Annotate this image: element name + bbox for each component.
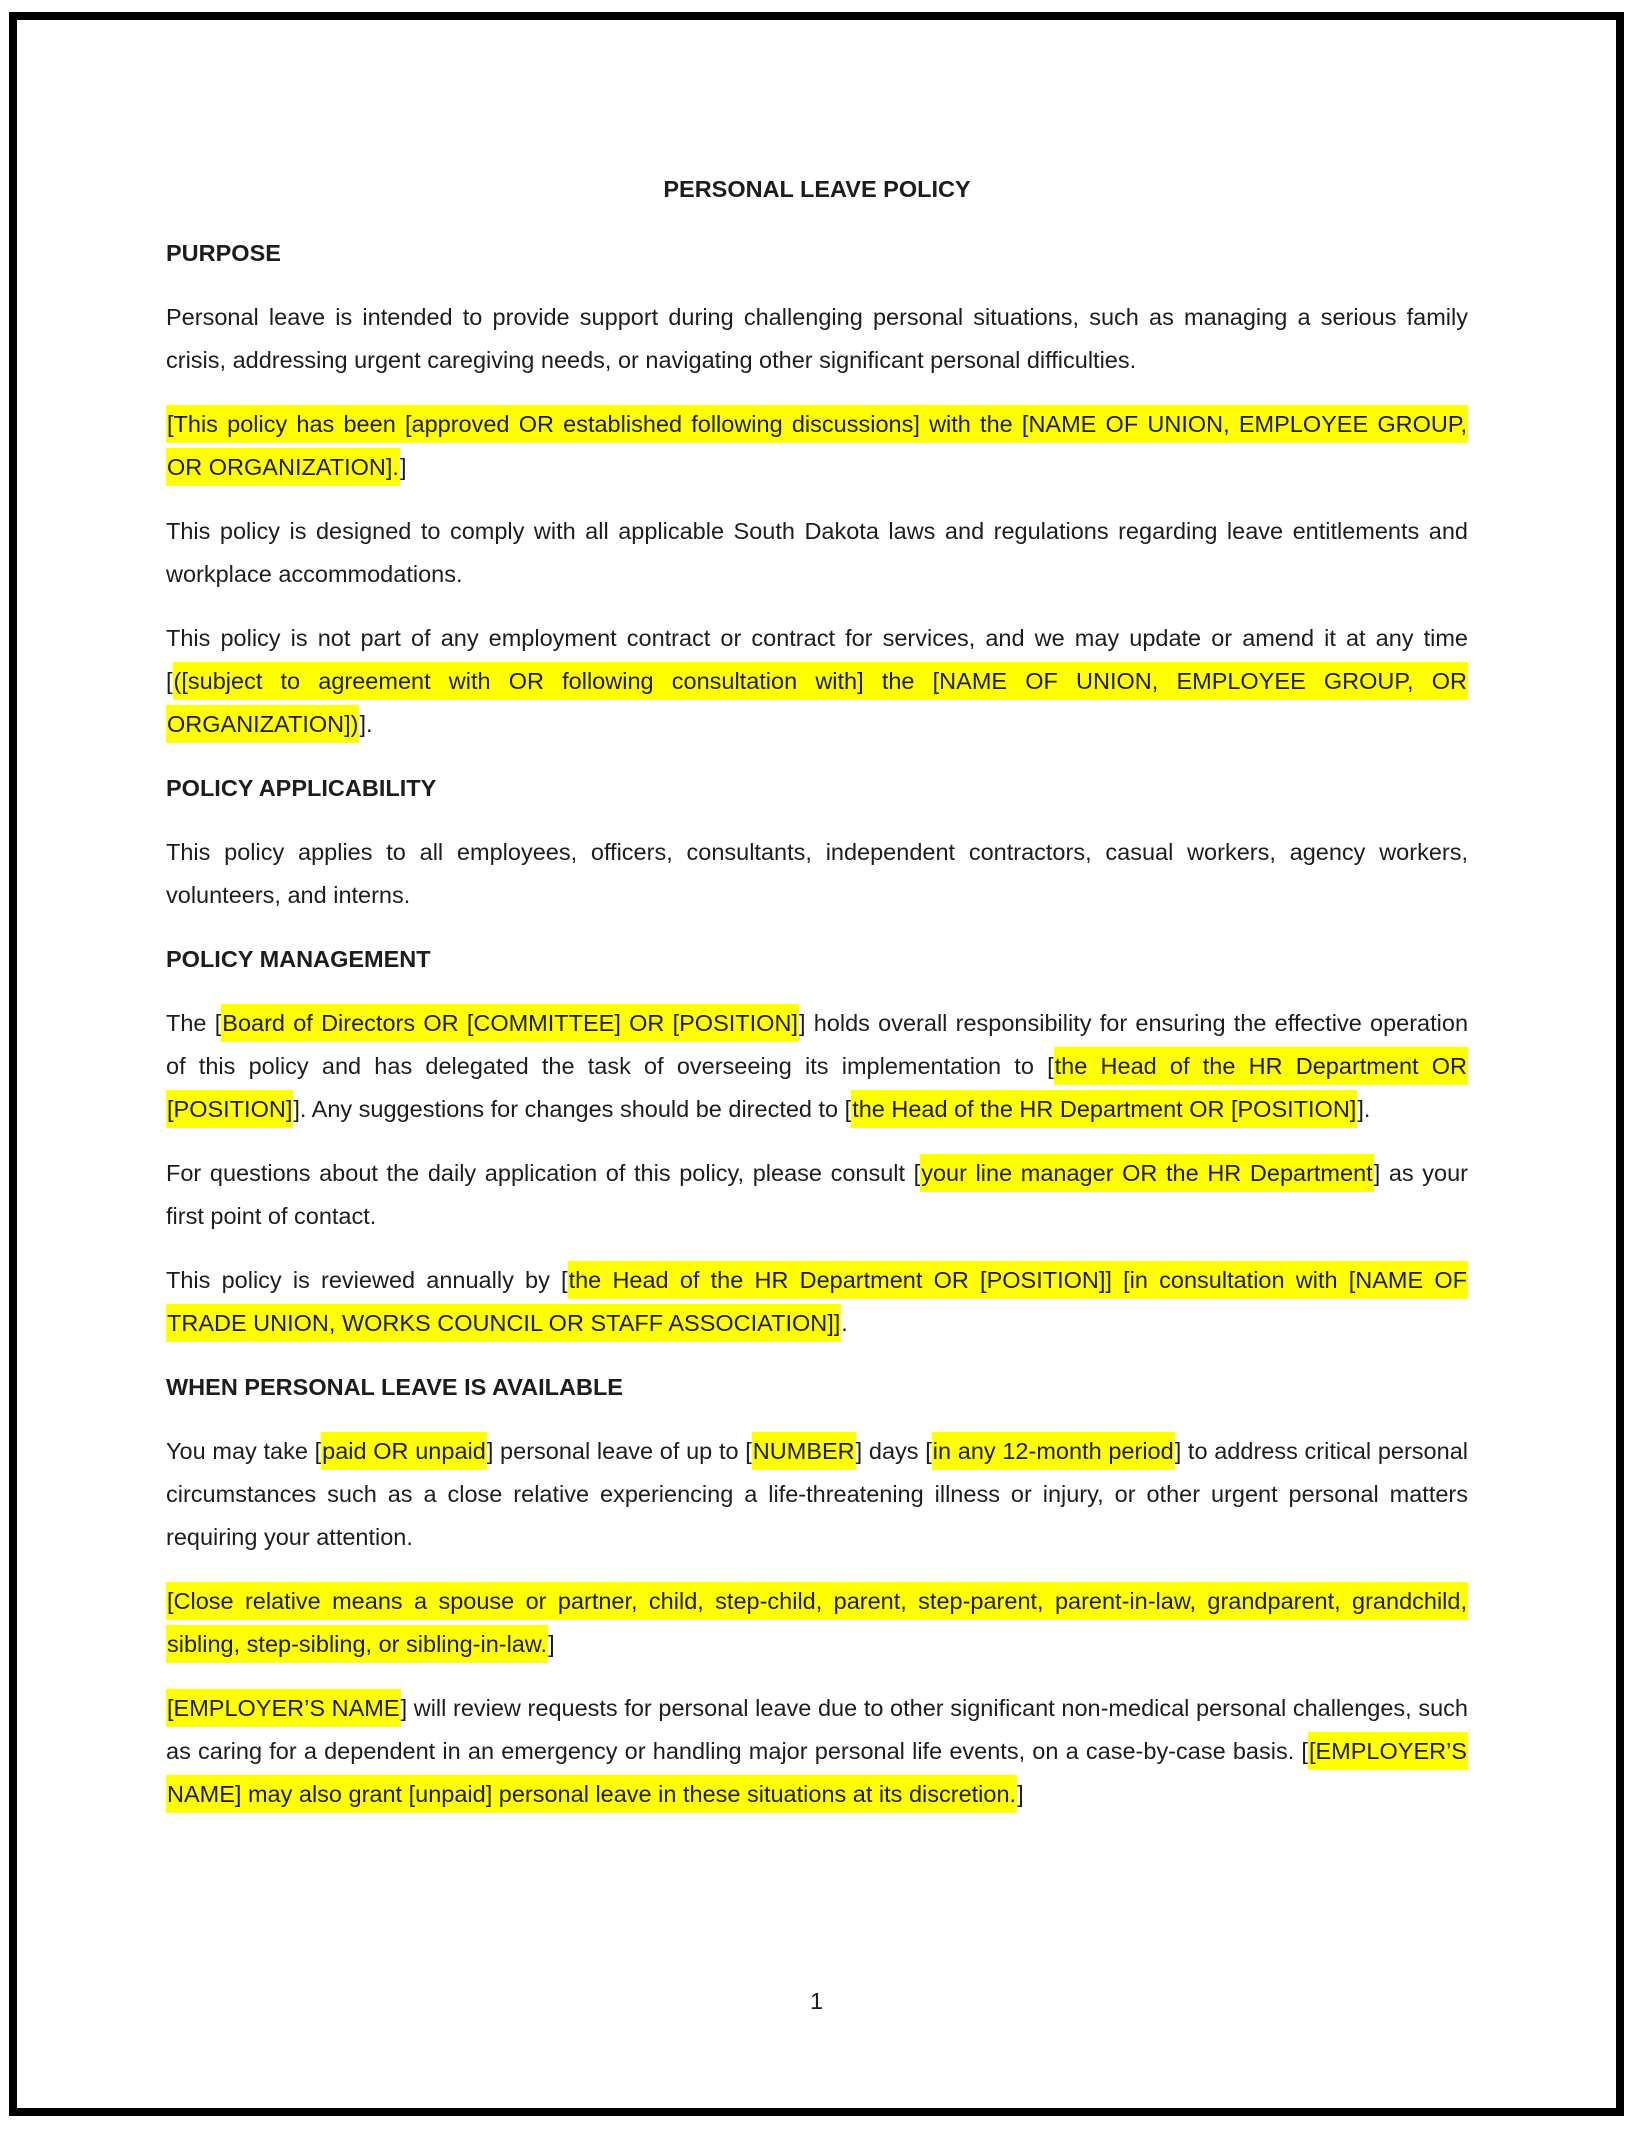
paragraph	[166, 403, 1468, 489]
highlighted-text: NUMBER	[752, 1432, 856, 1470]
highlighted-text: [Close relative means a spouse or partner, child, step-child, parent, step-parent, parent-in-law, grandparent, grandchild, sibling, step-sibling, or sibling-in-law.	[166, 1582, 1468, 1663]
paragraph	[166, 617, 1468, 746]
section-heading	[166, 232, 1468, 275]
document-page	[166, 168, 1468, 1837]
paragraph	[166, 510, 1468, 596]
paragraph	[166, 1687, 1468, 1816]
text-run: WHEN PERSONAL LEAVE IS AVAILABLE	[166, 1374, 623, 1400]
text-run: ]. Any suggestions for changes should be directed to [	[293, 1096, 852, 1122]
text-run: ] holds overall responsibility for ensuring the effective operation of this policy and has delegated the task of overseeing its implementation to [	[166, 1010, 1469, 1079]
text-run: This policy is reviewed annually by [	[166, 1267, 568, 1293]
text-run: .	[841, 1310, 848, 1336]
paragraph	[166, 1580, 1468, 1666]
text-run: The [	[166, 1010, 222, 1036]
text-run: ]	[399, 454, 407, 480]
text-run: For questions about the daily application of this policy, please consult [	[166, 1160, 921, 1186]
highlighted-text: ([subject to agreement with OR following consultation with] the [NAME OF UNION, EMPLOYEE GROUP, OR ORGANIZATION])	[166, 662, 1468, 743]
document-blocks	[166, 232, 1468, 1816]
document-title: PERSONAL LEAVE POLICY	[663, 176, 971, 202]
text-run: POLICY MANAGEMENT	[166, 946, 431, 972]
paragraph	[166, 1430, 1468, 1559]
highlighted-text: your line manager OR the HR Department	[920, 1154, 1373, 1192]
highlighted-text: the Head of the HR Department OR [POSITION]	[166, 1047, 1468, 1128]
highlighted-text: paid OR unpaid	[321, 1432, 487, 1470]
text-run: ] to address critical personal circumstances such as a close relative experiencing a life-threatening illness or injury, or other urgent personal matters requiring your attention.	[166, 1438, 1468, 1550]
text-run: This policy is designed to comply with all applicable South Dakota laws and regulations regarding leave entitlements and workplace accommodations.	[166, 518, 1468, 587]
highlighted-text: in any 12-month period	[932, 1432, 1175, 1470]
highlighted-text: [EMPLOYER’S NAME	[166, 1689, 401, 1727]
section-heading	[166, 767, 1468, 810]
text-run: ] personal leave of up to [	[486, 1438, 752, 1464]
highlighted-text: [EMPLOYER’S NAME] may also grant [unpaid] personal leave in these situations at its discretion.	[166, 1732, 1468, 1813]
text-run: PURPOSE	[166, 240, 281, 266]
section-heading	[166, 938, 1468, 981]
highlighted-text: the Head of the HR Department OR [POSITION]] [in consultation with [NAME OF TRADE UNION, WORKS COUNCIL OR STAFF ASSOCIATION]]	[166, 1261, 1468, 1342]
text-run: ].	[359, 711, 373, 737]
paragraph	[166, 831, 1468, 917]
highlighted-text: the Head of the HR Department OR [POSITION]	[851, 1090, 1357, 1128]
highlighted-text: [This policy has been [approved OR established following discussions] with the [NAME OF UNION, EMPLOYEE GROUP, OR ORGANIZATION].	[166, 405, 1468, 486]
text-run: ]	[548, 1631, 555, 1657]
text-run: This policy applies to all employees, officers, consultants, independent contractors, casual workers, agency workers, volunteers, and interns.	[166, 839, 1468, 908]
text-run: ] as your first point of contact.	[166, 1160, 1469, 1229]
text-run: ] days [	[855, 1438, 932, 1464]
highlighted-text: Board of Directors OR [COMMITTEE] OR [POSITION]	[221, 1004, 799, 1042]
section-heading	[166, 1366, 1468, 1409]
paragraph	[166, 296, 1468, 382]
text-run: ]	[1017, 1781, 1024, 1807]
text-run: Personal leave is intended to provide support during challenging personal situations, such as managing a serious family crisis, addressing urgent caregiving needs, or navigating other significant personal difficulties.	[166, 304, 1468, 373]
paragraph	[166, 1002, 1468, 1131]
text-run: POLICY APPLICABILITY	[166, 775, 437, 801]
text-run: You may take [	[166, 1438, 322, 1464]
page-number: 1	[809, 1988, 824, 2014]
text-run: This policy is not part of any employment contract or contract for services, and we may update or amend it at any time [	[166, 625, 1468, 694]
text-run: ].	[1357, 1096, 1371, 1122]
paragraph	[166, 1152, 1468, 1238]
paragraph	[166, 1259, 1468, 1345]
text-run: ] will review requests for personal leave due to other significant non-medical personal challenges, such as caring for a dependent in an emergency or handling major personal life events, on a case-by-case basis. [	[166, 1695, 1468, 1764]
